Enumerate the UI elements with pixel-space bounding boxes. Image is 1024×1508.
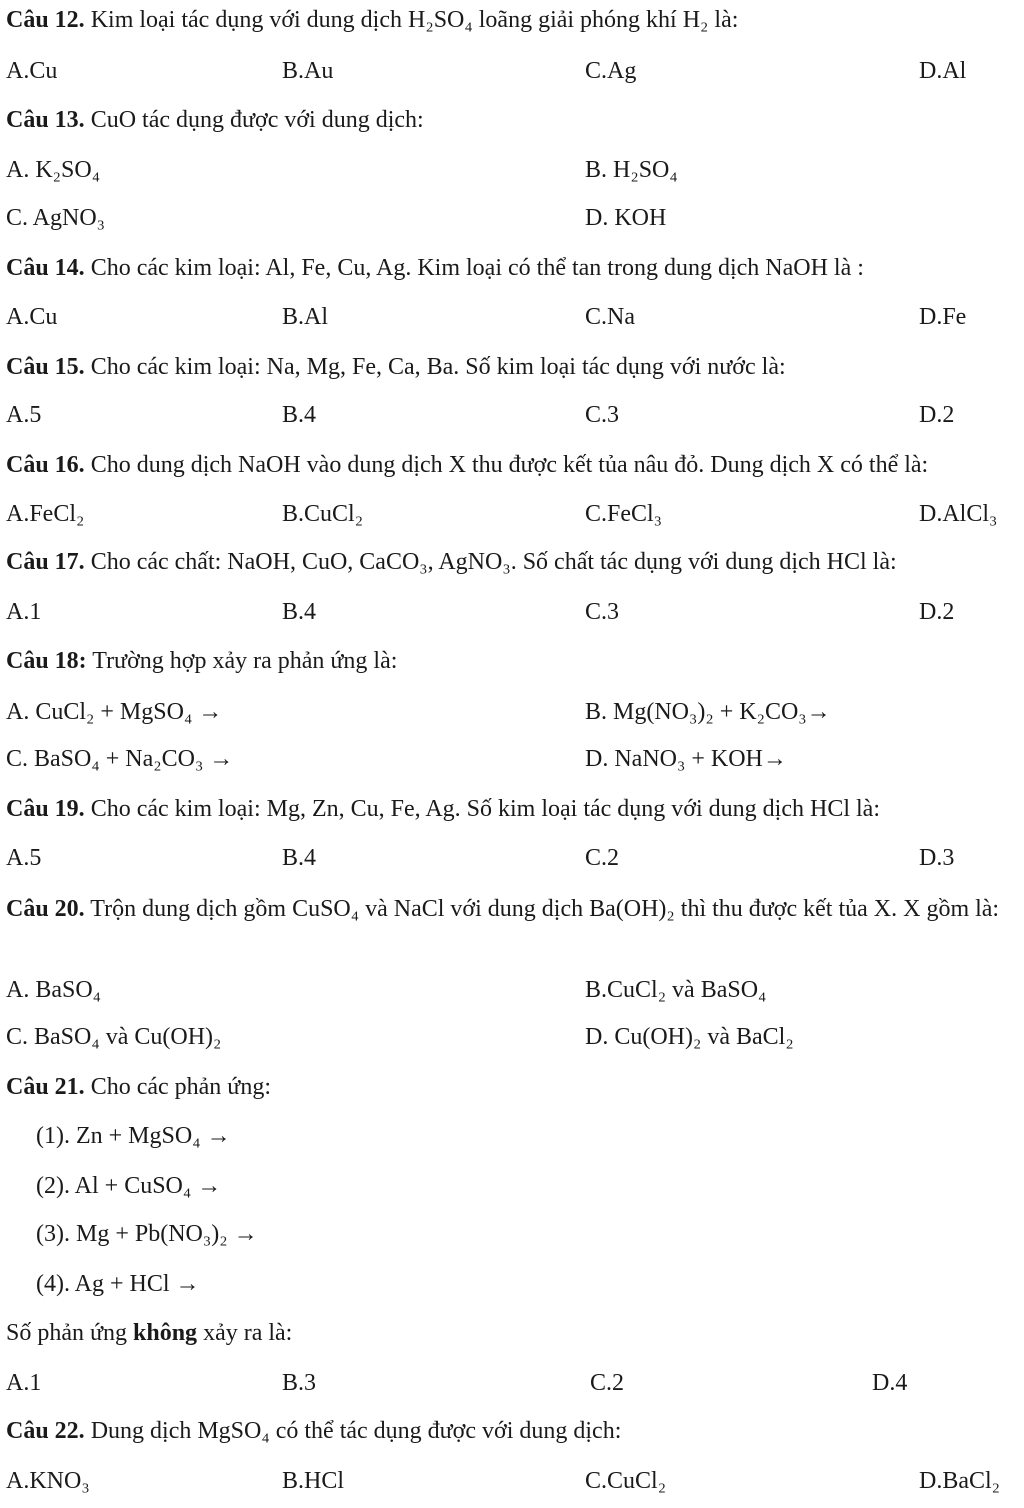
question-text: Cho các kim loại: Mg, Zn, Cu, Fe, Ag. Số kim loại tác dụng với dung dịch HCl là: [90,796,880,822]
option-c: C.Ag [585,58,637,84]
question-number: Câu 22. [6,1418,85,1444]
option-d: D.Al [919,58,967,84]
option-a: A. K₂SO₄ [6,157,101,183]
question-22 [6,1416,621,1446]
option-b: B.4 [282,402,317,428]
option-d: D. KOH [585,205,667,231]
prompt-text-end: xảy ra là: [203,1320,293,1346]
reaction-1: (1). Zn + MgSO₄ → [36,1123,231,1149]
option-d: D. Cu(OH)₂ và BaCl₂ [585,1024,794,1050]
question-number: Câu 17. [6,549,85,575]
option-a: A.KNO₃ [6,1468,90,1494]
question-14 [6,253,864,283]
option-a: A.1 [6,599,42,625]
question-number: Câu 19. [6,796,85,822]
question-text: Kim loại tác dụng với dung dịch H₂SO₄ loãng giải phóng khí H₂ là: [90,7,739,33]
question-text: Cho các kim loại: Na, Mg, Fe, Ca, Ba. Số kim loại tác dụng với nước là: [90,354,786,380]
question-13 [6,105,424,135]
question-text: Cho các chất: NaOH, CuO, CaCO₃, AgNO₃. Số chất tác dụng với dung dịch HCl là: [90,549,897,575]
option-a: A.5 [6,845,42,871]
option-b: B. Mg(NO₃)₂ + K₂CO₃→ [585,699,831,725]
option-a: A.Cu [6,304,58,330]
question-text: Trường hợp xảy ra phản ứng là: [92,648,398,674]
question-15 [6,352,786,382]
question-12 [6,5,738,35]
prompt-emphasis: không [133,1320,198,1346]
reaction-2: (2). Al + CuSO₄ → [36,1173,222,1199]
option-d: D.Fe [919,304,967,330]
prompt-text: Số phản ứng [6,1320,128,1346]
option-c: C. BaSO₄ và Cu(OH)₂ [6,1024,222,1050]
option-b: B. H₂SO₄ [585,157,678,183]
option-c: C. AgNO₃ [6,205,106,231]
question-number: Câu 15. [6,354,85,380]
option-c: C.CuCl₂ [585,1468,667,1494]
option-d: D.2 [919,402,955,428]
question-number: Câu 20. [6,896,85,922]
question-21-prompt [6,1318,292,1348]
question-17 [6,547,897,577]
option-c: C.2 [590,1370,625,1396]
question-16 [6,450,928,480]
question-text: Dung dịch MgSO₄ có thể tác dụng được với dung dịch: [90,1418,622,1444]
option-a: A. CuCl₂ + MgSO₄ → [6,699,223,725]
option-a: A.Cu [6,58,58,84]
question-text: Cho các kim loại: Al, Fe, Cu, Ag. Kim loại có thể tan trong dung dịch NaOH là : [90,255,864,281]
question-text: CuO tác dụng được với dung dịch: [90,107,424,133]
question-18 [6,646,397,676]
reaction-3: (3). Mg + Pb(NO₃)₂ → [36,1221,258,1247]
option-b: B.Au [282,58,334,84]
option-c: C.FeCl₃ [585,501,663,527]
option-c: C.Na [585,304,635,330]
option-a: A. BaSO₄ [6,977,102,1003]
question-number: Câu 12. [6,7,85,33]
question-number: Câu 13. [6,107,85,133]
option-d: D.3 [919,845,955,871]
option-b: B.4 [282,599,317,625]
option-b: B.3 [282,1370,317,1396]
option-c: C.2 [585,845,620,871]
option-c: C.3 [585,402,620,428]
question-text: Trộn dung dịch gồm CuSO₄ và NaCl với dung dịch Ba(OH)₂ thì thu được kết tủa X. X gồm là: [90,896,1000,922]
option-d: D.4 [872,1370,908,1396]
option-a: A.1 [6,1370,42,1396]
option-d: D. NaNO₃ + KOH→ [585,746,787,772]
option-c: C.3 [585,599,620,625]
option-a: A.5 [6,402,42,428]
option-c: C. BaSO₄ + Na₂CO₃ → [6,746,234,772]
option-b: B.CuCl₂ và BaSO₄ [585,977,767,1003]
option-b: B.4 [282,845,317,871]
question-number: Câu 21. [6,1074,85,1100]
question-20 [6,893,1016,925]
option-a: A.FeCl₂ [6,501,85,527]
question-19 [6,794,880,824]
question-text: Cho dung dịch NaOH vào dung dịch X thu được kết tủa nâu đỏ. Dung dịch X có thể là: [90,452,929,478]
option-b: B.CuCl₂ [282,501,364,527]
question-number: Câu 16. [6,452,85,478]
option-b: B.HCl [282,1468,345,1494]
option-d: D.2 [919,599,955,625]
question-number: Câu 14. [6,255,85,281]
question-21 [6,1072,271,1102]
question-text: Cho các phản ứng: [90,1074,271,1100]
question-number: Câu 18: [6,648,87,674]
option-d: D.BaCl₂ [919,1468,1001,1494]
reaction-4: (4). Ag + HCl → [36,1271,200,1297]
option-b: B.Al [282,304,329,330]
option-d: D.AlCl₃ [919,501,998,527]
